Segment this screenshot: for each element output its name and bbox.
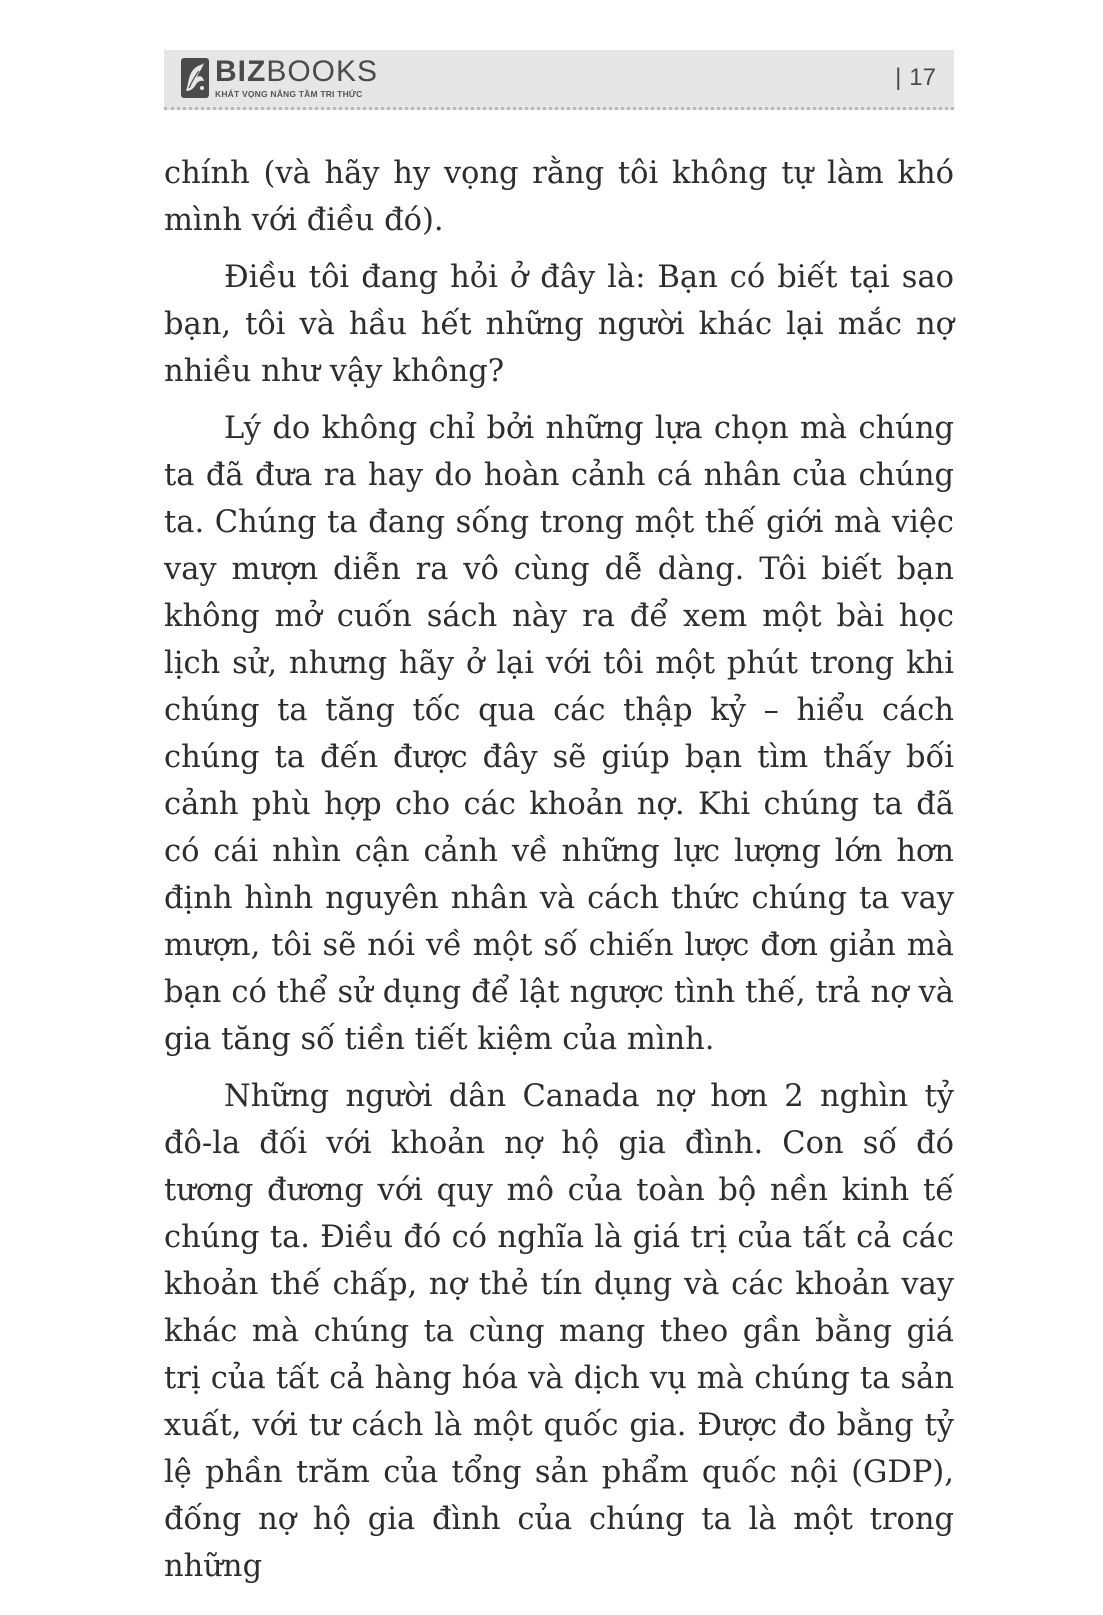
page-number-separator: | bbox=[895, 64, 902, 91]
paragraph-continued: chính (và hãy hy vọng rằng tôi không tự làm khó mình với điều đó). bbox=[164, 156, 954, 238]
body-text bbox=[164, 150, 954, 1600]
paragraph: Điều tôi đang hỏi ở đây là: Bạn có biết tại sao bạn, tôi và hầu hết những người khác lại mắc nợ nhiều như vậy không? bbox=[164, 260, 954, 389]
page-number-value: 17 bbox=[909, 64, 936, 91]
publisher-logo bbox=[180, 57, 378, 99]
brand-name bbox=[215, 57, 378, 87]
brand-name-rest: BOOKS bbox=[266, 55, 379, 88]
bizbooks-logo-icon bbox=[180, 57, 210, 99]
brand-tagline: KHÁT VỌNG NÂNG TẦM TRI THỨC bbox=[215, 89, 363, 99]
page-number bbox=[895, 64, 936, 92]
brand-name-bold: BIZ bbox=[215, 55, 267, 88]
running-header bbox=[164, 50, 954, 110]
paragraph: Lý do không chỉ bởi những lựa chọn mà chúng ta đã đưa ra hay do hoàn cảnh cá nhân của chúng ta. Chúng ta đang sống trong một thế giới mà việc vay mượn diễn ra vô cùng dễ dàng. Tôi biết bạn không mở cuốn sách này ra để xem một bài học lịch sử, nhưng hãy ở lại với tôi một phút trong khi chúng ta tăng tốc qua các thập kỷ – hiểu cách chúng ta đến được đây sẽ giúp bạn tìm thấy bối cảnh phù hợp cho các khoản nợ. Khi chúng ta đã có cái nhìn cận cảnh về những lực lượng lớn hơn định hình nguyên nhân và cách thức chúng ta vay mượn, tôi sẽ nói về một số chiến lược đơn giản mà bạn có thể sử dụng để lật ngược tình thế, trả nợ và gia tăng số tiền tiết kiệm của mình. bbox=[164, 411, 954, 1057]
paragraph: Những người dân Canada nợ hơn 2 nghìn tỷ đô-la đối với khoản nợ hộ gia đình. Con số đó tương đương với quy mô của toàn bộ nền kinh tế chúng ta. Điều đó có nghĩa là giá trị của tất cả các khoản thế chấp, nợ thẻ tín dụng và các khoản vay khác mà chúng ta cùng mang theo gần bằng giá trị của tất cả hàng hóa và dịch vụ mà chúng ta sản xuất, với tư cách là một quốc gia. Được đo bằng tỷ lệ phần trăm của tổng sản phẩm quốc nội (GDP), đống nợ hộ gia đình của chúng ta là một trong những bbox=[164, 1079, 954, 1584]
